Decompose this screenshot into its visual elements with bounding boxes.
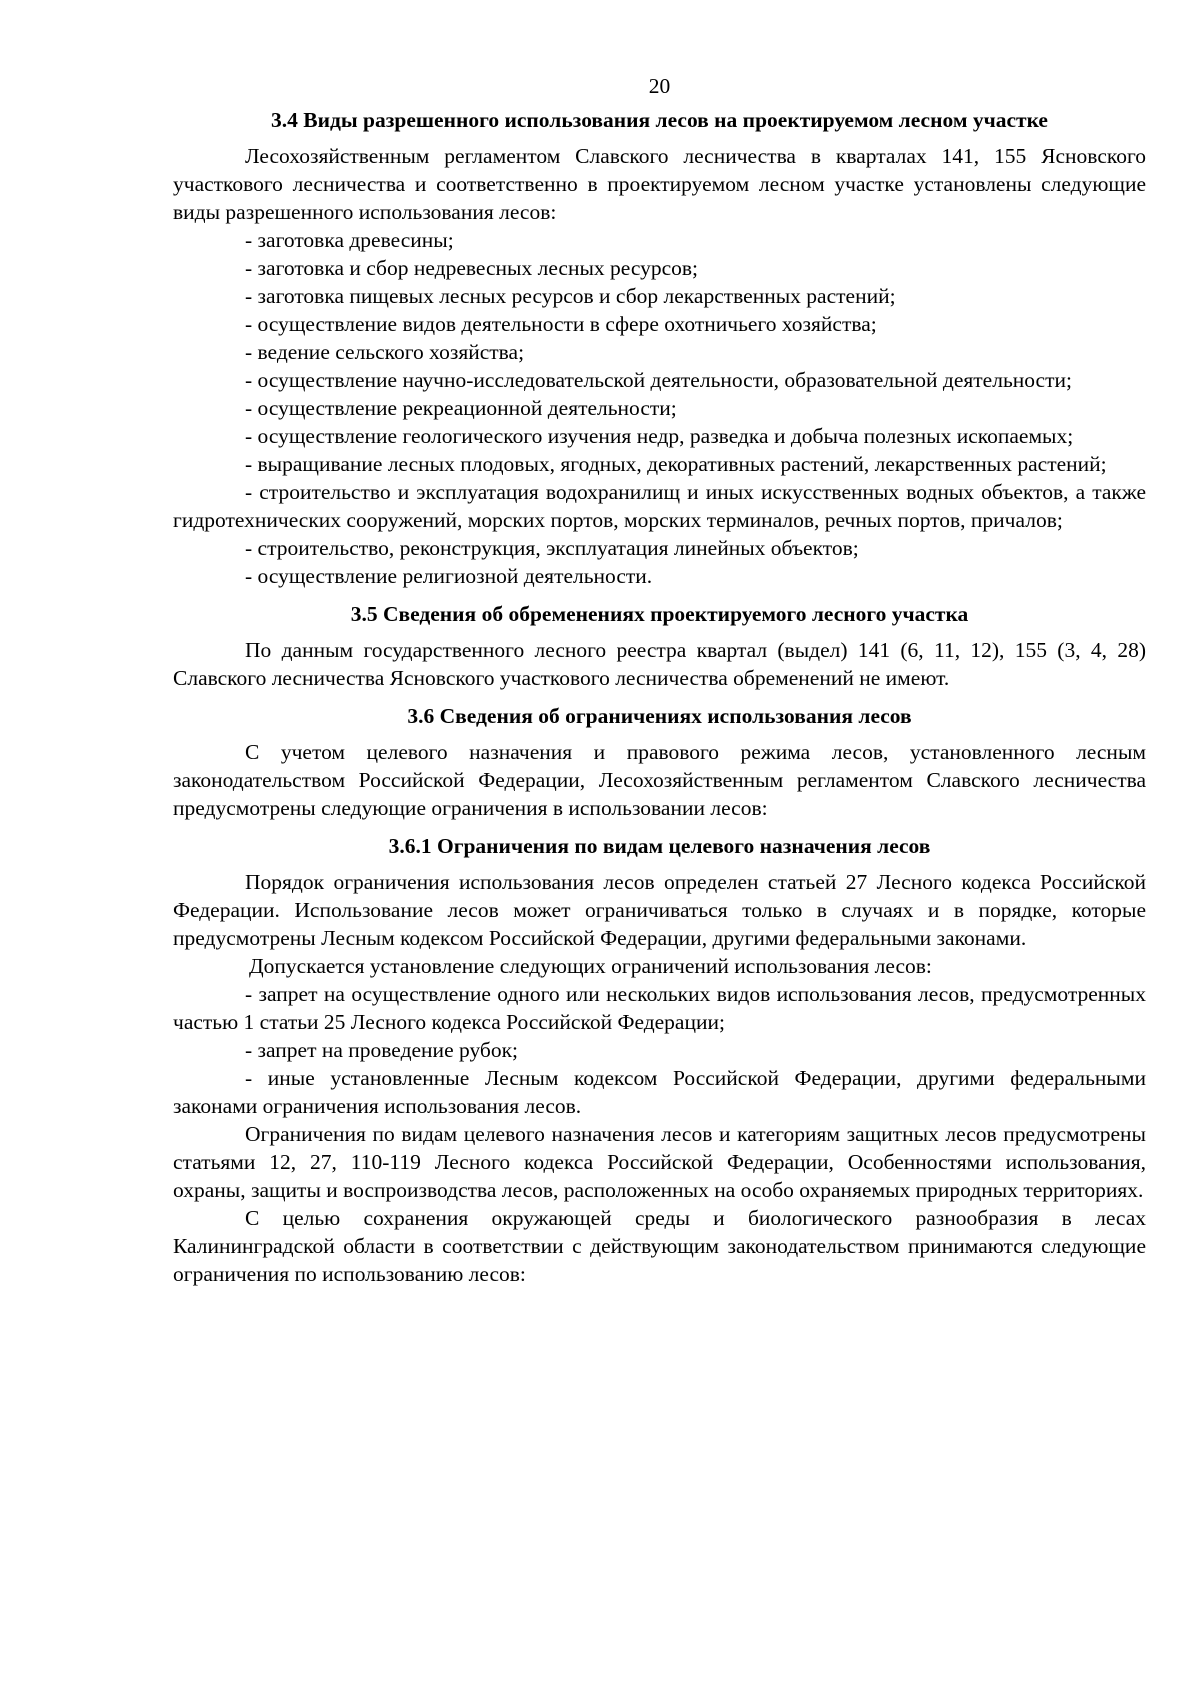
section-3-4-heading: 3.4 Виды разрешенного использования лесов на проектируемом лесном участке [271, 108, 1048, 132]
section-3-6-heading: 3.6 Сведения об ограничениях использования лесов [407, 704, 912, 728]
list-item: - осуществление геологического изучения недр, разведка и добыча полезных ископаемых; [245, 424, 1074, 448]
section-3-6-1-lead-in: Допускается установление следующих ограничений использования лесов: [249, 954, 932, 978]
list-item: - осуществление видов деятельности в сфере охотничьего хозяйства; [245, 312, 877, 336]
list-item: - запрет на осуществление одного или нескольких видов использования лесов, предусмотренных частью 1 статьи 25 Лесного кодекса Российской Федерации; [173, 982, 1146, 1034]
list-item: - заготовка и сбор недревесных лесных ресурсов; [245, 256, 699, 280]
page-number: 20 [648, 74, 671, 98]
section-3-4-list [173, 226, 1146, 590]
list-item: - осуществление рекреационной деятельности; [245, 396, 677, 420]
list-item: - выращивание лесных плодовых, ягодных, декоративных растений, лекарственных растений; [245, 452, 1107, 476]
list-item: - ведение сельского хозяйства; [245, 340, 525, 364]
document-page [173, 72, 1146, 1288]
list-item: - осуществление религиозной деятельности. [245, 564, 653, 588]
list-item: - иные установленные Лесным кодексом Российской Федерации, другими федеральными законами ограничения использования лесов. [173, 1066, 1146, 1118]
list-item: - запрет на проведение рубок; [245, 1038, 519, 1062]
section-3-6-1-paragraph: Порядок ограничения использования лесов определен статьей 27 Лесного кодекса Российской Федерации. Использование лесов может ограничиваться только в случаях и в порядке, которые предусмотрены Лесным кодексом Российской Федерации, другими федеральными законами. [173, 870, 1146, 950]
list-item: - строительство и эксплуатация водохранилищ и иных искусственных водных объектов, а также гидротехнических сооружений, морских портов, морских терминалов, речных портов, причалов; [173, 480, 1146, 532]
section-3-5-paragraph: По данным государственного лесного реестра квартал (выдел) 141 (6, 11, 12), 155 (3, 4, 28) Славского лесничества Ясновского участкового лесничества обременений не имеют. [173, 638, 1146, 690]
section-3-6-1-list [173, 980, 1146, 1120]
section-3-5-heading: 3.5 Сведения об обременениях проектируемого лесного участка [350, 602, 969, 626]
section-3-6-1-final-paragraph: С целью сохранения окружающей среды и биологического разнообразия в лесах Калининградской области в соответствии с действующим законодательством принимаются следующие ограничения по использованию лесов: [173, 1206, 1146, 1286]
section-3-4-intro: Лесохозяйственным регламентом Славского лесничества в кварталах 141, 155 Ясновского участкового лесничества и соответственно в проектируемом лесном участке установлены следующие виды разрешенного использования лесов: [173, 144, 1146, 224]
section-3-6-1-heading: 3.6.1 Ограничения по видам целевого назначения лесов [388, 834, 931, 858]
list-item: - строительство, реконструкция, эксплуатация линейных объектов; [245, 536, 859, 560]
section-3-6-paragraph: С учетом целевого назначения и правового режима лесов, установленного лесным законодательством Российской Федерации, Лесохозяйственным регламентом Славского лесничества предусмотрены следующие ограничения в использовании лесов: [173, 740, 1146, 820]
section-3-6-1-closing-paragraph: Ограничения по видам целевого назначения лесов и категориям защитных лесов предусмотрены статьями 12, 27, 110-119 Лесного кодекса Российской Федерации, Особенностями использования, охраны, защиты и воспроизводства лесов, расположенных на особо охраняемых природных территориях. [173, 1122, 1146, 1202]
list-item: - осуществление научно-исследовательской деятельности, образовательной деятельности; [245, 368, 1072, 392]
list-item: - заготовка древесины; [245, 228, 454, 252]
list-item: - заготовка пищевых лесных ресурсов и сбор лекарственных растений; [245, 284, 896, 308]
